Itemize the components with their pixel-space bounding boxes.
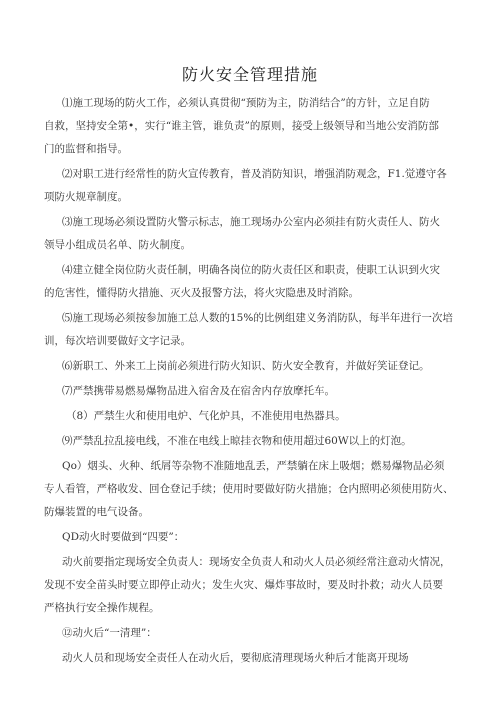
paragraph-line: 训，每次培训要做好文字记录。	[44, 335, 191, 347]
paragraph-13	[62, 622, 442, 645]
paragraph-line: 防爆装置的电气设备。	[44, 506, 149, 518]
paragraph-line: 项防火规章制度。	[44, 191, 128, 203]
paragraph-line: （8）严禁生火和使用电炉、气化炉具，不准使用电热器具。	[66, 410, 346, 422]
paragraph-line: QD动火时要做到“四要”：	[62, 531, 185, 543]
paragraph-line: ⑸施工现场必须按参加施工总人数的15%的比例组建义务消防队，每半年进行一次培	[62, 312, 453, 324]
paragraph-line: 发现不安全苗头时要立即停止动火；发生火灾、爆炸事故时，要及时扑救；动火人员要	[44, 579, 443, 591]
paragraph-line: 自救，坚持安全第•，实行“谁主管，谁负责”的原则，接受上级领导和当地公安消防部	[44, 120, 439, 132]
paragraph-line: ⑴施工现场的防火工作，必须认真贯彻“预防为主，防消结合”的方针，立足自防	[62, 97, 430, 109]
paragraph-1	[44, 92, 442, 161]
paragraph-2	[44, 163, 447, 209]
paragraph-line: 动火人员和现场安全责任人在动火后，要彻底清理现场火种后才能离开现场	[62, 652, 409, 664]
paragraph-line: ⑼严禁乱拉乱接电线，不准在电线上晾挂衣物和使用超过60W以上的灯泡。	[62, 435, 412, 447]
paragraph-12	[44, 551, 451, 620]
paragraph-line: 严格执行安全操作规程。	[44, 602, 160, 614]
paragraph-4	[44, 259, 442, 305]
paragraph-9	[62, 430, 442, 453]
paragraph-14	[62, 647, 442, 670]
paragraph-line: 动火前要指定现场安全负责人：现场安全负责人和动火人员必须经常注意动火情况，	[62, 556, 451, 568]
paragraph-line: 领导小组成员名单、防火制度。	[44, 239, 191, 251]
paragraph-11	[62, 526, 442, 549]
paragraph-3	[44, 211, 442, 257]
paragraph-line: 的危害性，懂得防火措施、灭火及报警方法，将火灾隐患及时消除。	[44, 287, 359, 299]
paragraph-10	[44, 455, 454, 524]
paragraph-6	[62, 355, 442, 378]
paragraph-line: ⑫动火后“一清理”：	[62, 627, 157, 639]
paragraph-line: Qo）烟头、火种、纸屑等杂物不准随地乱丢，严禁躺在床上吸烟；燃易爆物品必须	[62, 460, 445, 472]
paragraph-line: 门的监督和指导。	[44, 143, 128, 155]
document-title: 防火安全管理措施	[181, 65, 318, 84]
paragraph-5	[44, 307, 453, 353]
paragraph-line: 专人看管，严格收发、回仓登记手续；使用时要做好防火措施；仓内照明必须使用防火、	[44, 483, 454, 495]
paragraph-line: ⑶施工现场必须设置防火警示标志，施工现场办公室内必须挂有防火责任人、防火	[62, 216, 440, 228]
paragraph-line: ⑺严禁携带易燃易爆物品进入宿舍及在宿舍内存放摩托车。	[62, 385, 335, 397]
paragraph-8	[62, 405, 442, 428]
paragraph-line: ⑵对职工进行经常性的防火宣传教育，普及消防知识，增强消防观念，F1.觉遵守各	[62, 168, 447, 180]
document-body	[44, 92, 454, 670]
paragraph-line: ⑹新职工、外来工上岗前必须进行防火知识、防火安全教育，并做好笑证登记。	[62, 360, 430, 372]
paragraph-line: ⑷建立健全岗位防火责任制，明确各岗位的防火责任区和职责，使职工认识到火灾	[62, 264, 440, 276]
paragraph-7	[62, 380, 442, 403]
